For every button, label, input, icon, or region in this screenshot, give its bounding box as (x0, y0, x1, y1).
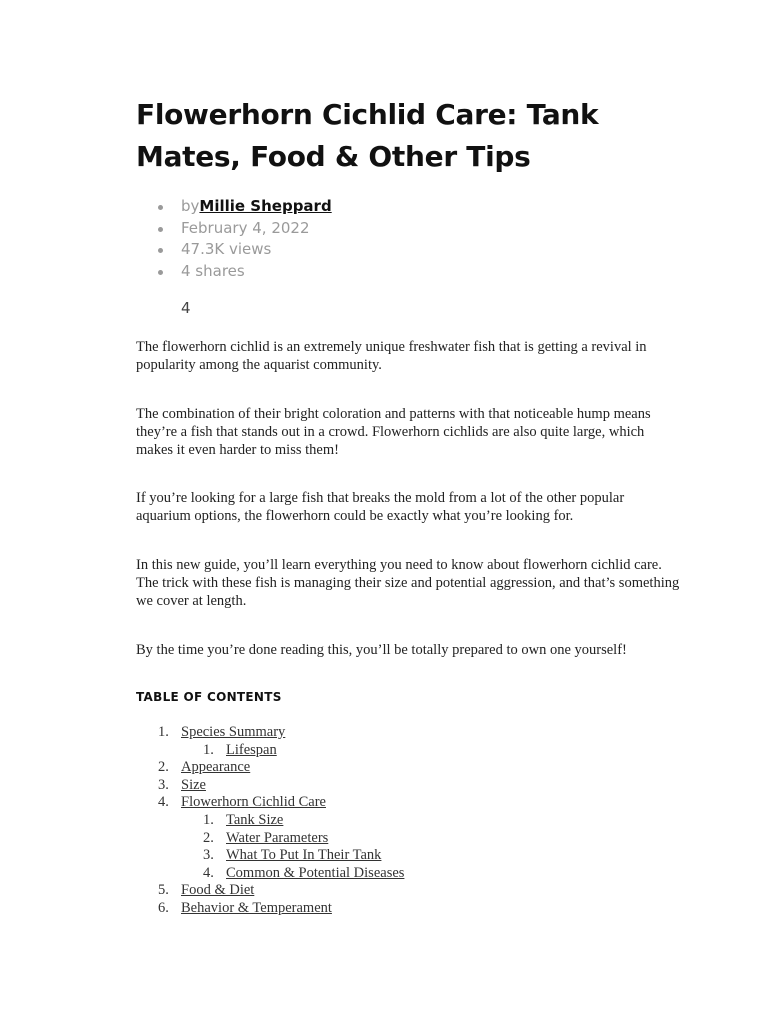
by-prefix: by (181, 197, 200, 215)
toc-item-behavior (136, 900, 676, 918)
toc-item-care (136, 794, 676, 812)
large-fish-paragraph: If you’re looking for a large fish that breaks the mold from a lot of the other popular aquarium options, the flowerhorn could be exactly what you’re looking for. (136, 490, 625, 524)
toc-link-behavior[interactable]: Behavior & Temperament (181, 899, 332, 916)
guide-paragraph: In this new guide, you’ll learn everything you need to know about flowerhorn cichlid care. The trick with these fish is managing their size and potential aggression, and that’s something we cover at length. (136, 557, 680, 609)
toc-link-tank-size[interactable]: Tank Size (226, 811, 284, 828)
toc-link-lifespan[interactable]: Lifespan (226, 741, 277, 758)
toc-link-diseases[interactable]: Common & Potential Diseases (226, 864, 405, 881)
toc-heading: TABLE OF CONTENTS (136, 690, 282, 704)
meta-date: February 4, 2022 (136, 218, 332, 240)
author-link[interactable]: Millie Sheppard (199, 197, 332, 215)
toc-link-water-parameters[interactable]: Water Parameters (226, 829, 329, 846)
toc-number: 3. (203, 847, 214, 864)
toc-number: 5. (158, 882, 169, 899)
toc-number: 6. (158, 899, 169, 916)
toc-item-species-summary (136, 724, 676, 742)
toc-link-care[interactable]: Flowerhorn Cichlid Care (181, 794, 326, 811)
share-count: 4 (181, 299, 191, 317)
closing-paragraph: By the time you’re done reading this, you’ll be totally prepared to own one yourself! (136, 642, 627, 658)
toc-item-diseases (136, 865, 676, 883)
toc-number: 4. (203, 864, 214, 881)
meta-shares: 4 shares (136, 261, 332, 283)
article-title: Flowerhorn Cichlid Care: Tank Mates, Food & Other Tips (136, 98, 599, 173)
meta-author (136, 196, 332, 218)
toc-link-appearance[interactable]: Appearance (181, 759, 251, 776)
table-of-contents (136, 724, 676, 918)
toc-number: 3. (158, 776, 169, 793)
toc-item-food-diet (136, 882, 676, 900)
toc-number: 1. (203, 811, 214, 828)
toc-item-size (136, 777, 676, 795)
toc-link-size[interactable]: Size (181, 776, 206, 793)
toc-number: 2. (158, 759, 169, 776)
toc-number: 2. (203, 829, 214, 846)
intro-paragraph: The flowerhorn cichlid is an extremely unique freshwater fish that is getting a revival in popularity among the aquarist community. (136, 339, 647, 373)
toc-link-food-diet[interactable]: Food & Diet (181, 882, 255, 899)
toc-number: 4. (158, 794, 169, 811)
article-meta-list (136, 196, 332, 282)
toc-link-tank-contents[interactable]: What To Put In Their Tank (226, 847, 382, 864)
meta-views: 47.3K views (136, 239, 332, 261)
toc-link-species-summary[interactable]: Species Summary (181, 724, 286, 740)
toc-item-lifespan (136, 742, 676, 760)
toc-item-appearance (136, 759, 676, 777)
coloration-paragraph: The combination of their bright coloration and patterns with that noticeable hump means they’re a fish that stands out in a crowd. Flowerhorn cichlids are also quite large, which makes it even harder to miss them! (136, 406, 651, 458)
toc-item-tank-size (136, 812, 676, 830)
toc-item-tank-contents (136, 847, 676, 865)
toc-number: 1. (158, 724, 169, 740)
toc-item-water-parameters (136, 830, 676, 848)
toc-number: 1. (203, 741, 214, 758)
